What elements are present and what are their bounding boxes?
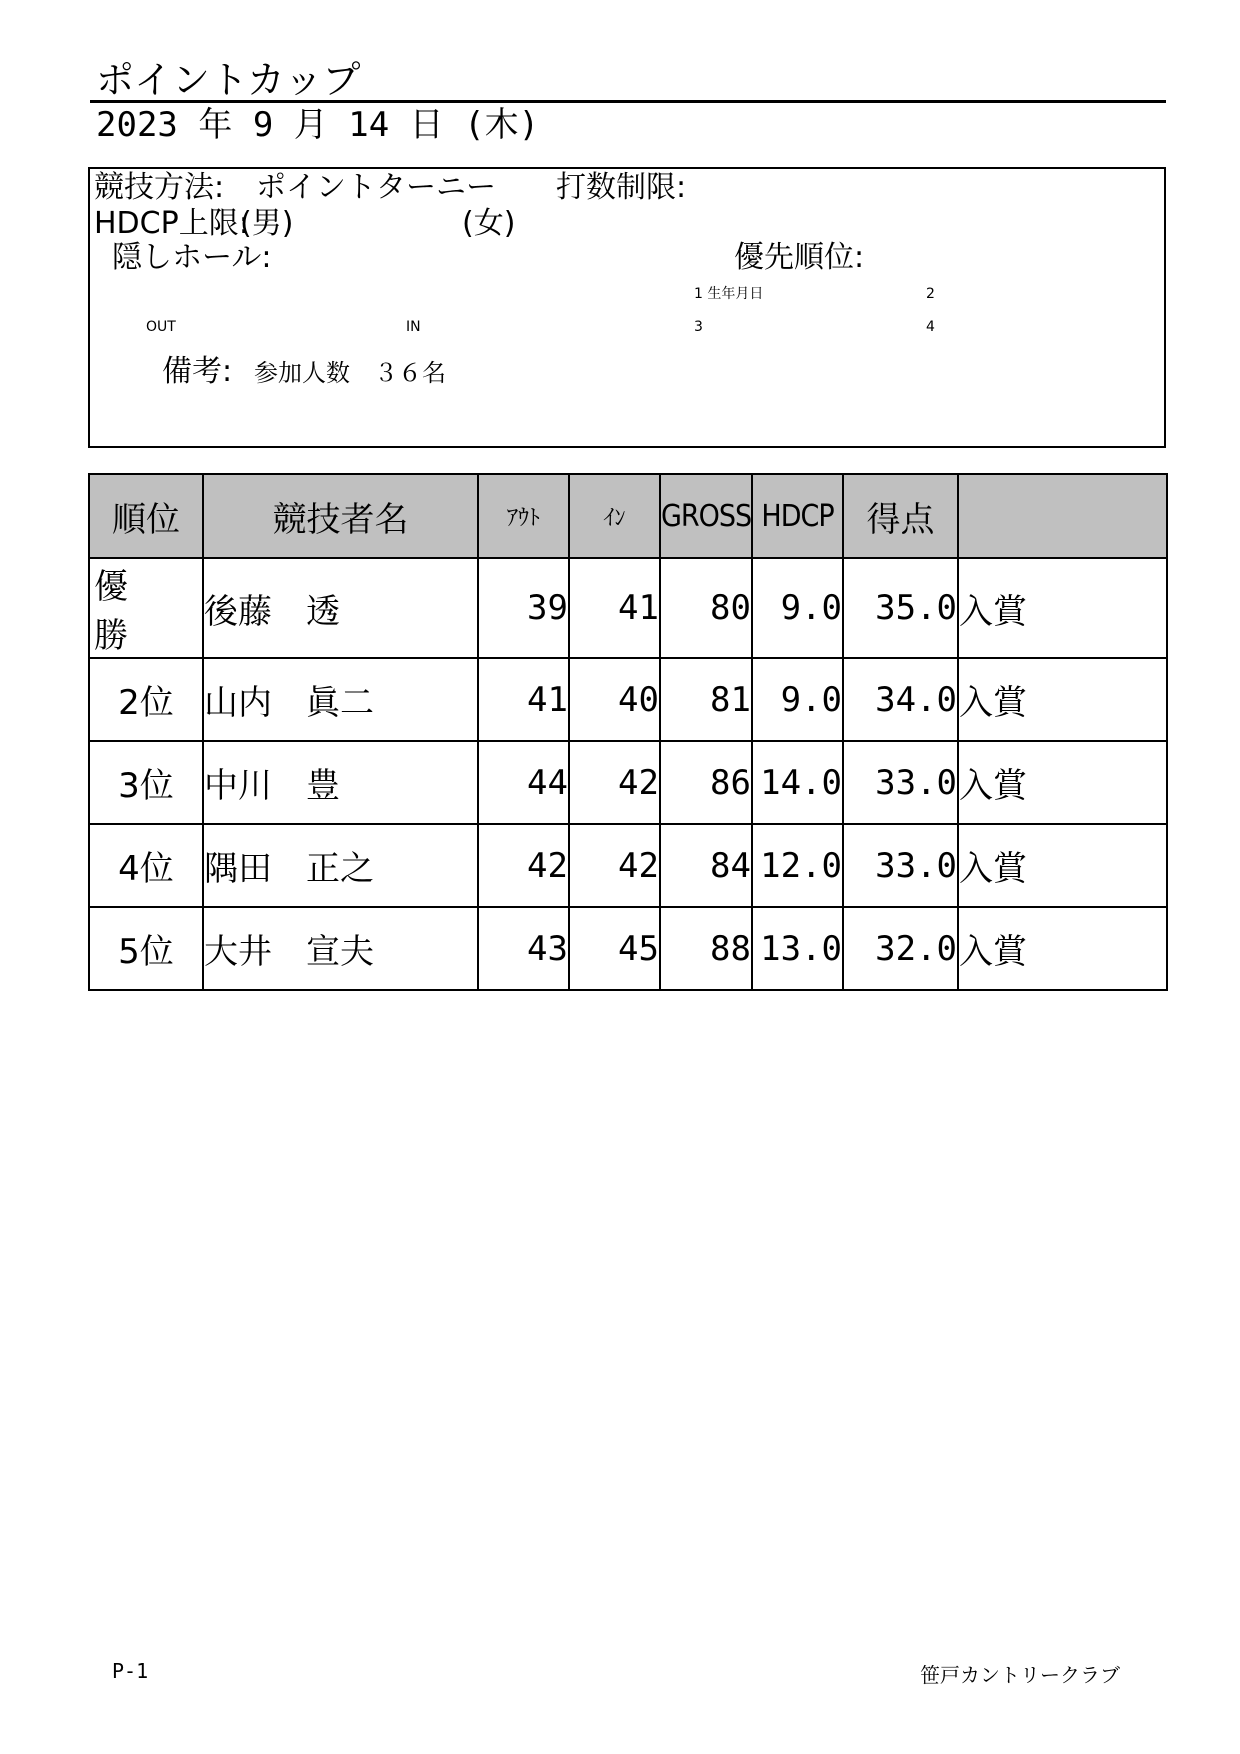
in-score-cell: 41 bbox=[569, 558, 660, 658]
note-cell: 入賞 bbox=[958, 907, 1167, 990]
title-underline bbox=[90, 100, 1166, 103]
note-cell: 入賞 bbox=[958, 658, 1167, 741]
priority-4: 4 bbox=[926, 319, 935, 335]
out-score-cell: 41 bbox=[478, 658, 569, 741]
in-score-cell: 40 bbox=[569, 658, 660, 741]
table-header-row bbox=[89, 474, 1167, 558]
player-name-cell: 山内 眞二 bbox=[203, 658, 478, 741]
in-score-cell: 42 bbox=[569, 824, 660, 907]
points-cell: 34.0 bbox=[843, 658, 958, 741]
header-note bbox=[958, 474, 1167, 558]
header-gross: GROSS bbox=[660, 474, 752, 558]
header-name: 競技者名 bbox=[203, 474, 478, 558]
method-label: 競技方法: bbox=[94, 170, 225, 205]
hdcp-male-label: (男) bbox=[240, 206, 294, 241]
in-label: IN bbox=[406, 319, 421, 335]
hdcp-limit-label: HDCP上限: bbox=[94, 206, 249, 241]
table-row bbox=[89, 658, 1167, 741]
results-table bbox=[88, 473, 1168, 991]
hidden-holes-label: 隠しホール: bbox=[112, 240, 272, 275]
rank-cell: 3位 bbox=[89, 741, 203, 824]
stroke-limit-label: 打数制限: bbox=[556, 170, 687, 205]
gross-cell: 86 bbox=[660, 741, 752, 824]
header-out: ｱｳﾄ bbox=[478, 474, 569, 558]
out-score-cell: 42 bbox=[478, 824, 569, 907]
note-cell: 入賞 bbox=[958, 558, 1167, 658]
out-score-cell: 39 bbox=[478, 558, 569, 658]
note-cell: 入賞 bbox=[958, 824, 1167, 907]
out-score-cell: 44 bbox=[478, 741, 569, 824]
points-cell: 32.0 bbox=[843, 907, 958, 990]
gross-cell: 84 bbox=[660, 824, 752, 907]
method-value: ポイントターニー bbox=[256, 170, 496, 205]
hdcp-cell: 13.0 bbox=[752, 907, 843, 990]
hdcp-cell: 9.0 bbox=[752, 658, 843, 741]
hdcp-cell: 9.0 bbox=[752, 558, 843, 658]
header-points: 得点 bbox=[843, 474, 958, 558]
event-date: 2023 年 9 月 14 日 (木) bbox=[96, 105, 540, 145]
rank-cell: 5位 bbox=[89, 907, 203, 990]
header-in: ｲﾝ bbox=[569, 474, 660, 558]
priority-label: 優先順位: bbox=[734, 240, 865, 275]
gross-cell: 88 bbox=[660, 907, 752, 990]
hdcp-cell: 14.0 bbox=[752, 741, 843, 824]
note-cell: 入賞 bbox=[958, 741, 1167, 824]
hdcp-female-label: (女) bbox=[462, 206, 516, 241]
rank-cell: 2位 bbox=[89, 658, 203, 741]
header-hdcp: HDCP bbox=[752, 474, 843, 558]
player-name-cell: 後藤 透 bbox=[203, 558, 478, 658]
out-score-cell: 43 bbox=[478, 907, 569, 990]
rank-cell: 4位 bbox=[89, 824, 203, 907]
priority-1: 1 生年月日 bbox=[694, 286, 764, 302]
gross-cell: 81 bbox=[660, 658, 752, 741]
club-name: 笹戸カントリークラブ bbox=[920, 1663, 1120, 1687]
in-score-cell: 45 bbox=[569, 907, 660, 990]
header-rank: 順位 bbox=[89, 474, 203, 558]
points-cell: 33.0 bbox=[843, 741, 958, 824]
hdcp-cell: 12.0 bbox=[752, 824, 843, 907]
out-label: OUT bbox=[146, 319, 176, 335]
points-cell: 35.0 bbox=[843, 558, 958, 658]
competition-info-box bbox=[88, 167, 1166, 448]
player-name-cell: 大井 宣夫 bbox=[203, 907, 478, 990]
rank-cell: 優 勝 bbox=[89, 558, 203, 658]
page-number: P-1 bbox=[112, 1659, 149, 1683]
player-name-cell: 隅田 正之 bbox=[203, 824, 478, 907]
in-score-cell: 42 bbox=[569, 741, 660, 824]
priority-2: 2 bbox=[926, 286, 935, 302]
remarks-value: 参加人数 ３６名 bbox=[254, 359, 446, 387]
remarks-label: 備考: bbox=[162, 354, 233, 389]
table-row bbox=[89, 558, 1167, 658]
table-row bbox=[89, 907, 1167, 990]
priority-3: 3 bbox=[694, 319, 703, 335]
gross-cell: 80 bbox=[660, 558, 752, 658]
table-row bbox=[89, 741, 1167, 824]
player-name-cell: 中川 豊 bbox=[203, 741, 478, 824]
table-row bbox=[89, 824, 1167, 907]
points-cell: 33.0 bbox=[843, 824, 958, 907]
page-title: ポイントカップ bbox=[96, 58, 361, 102]
